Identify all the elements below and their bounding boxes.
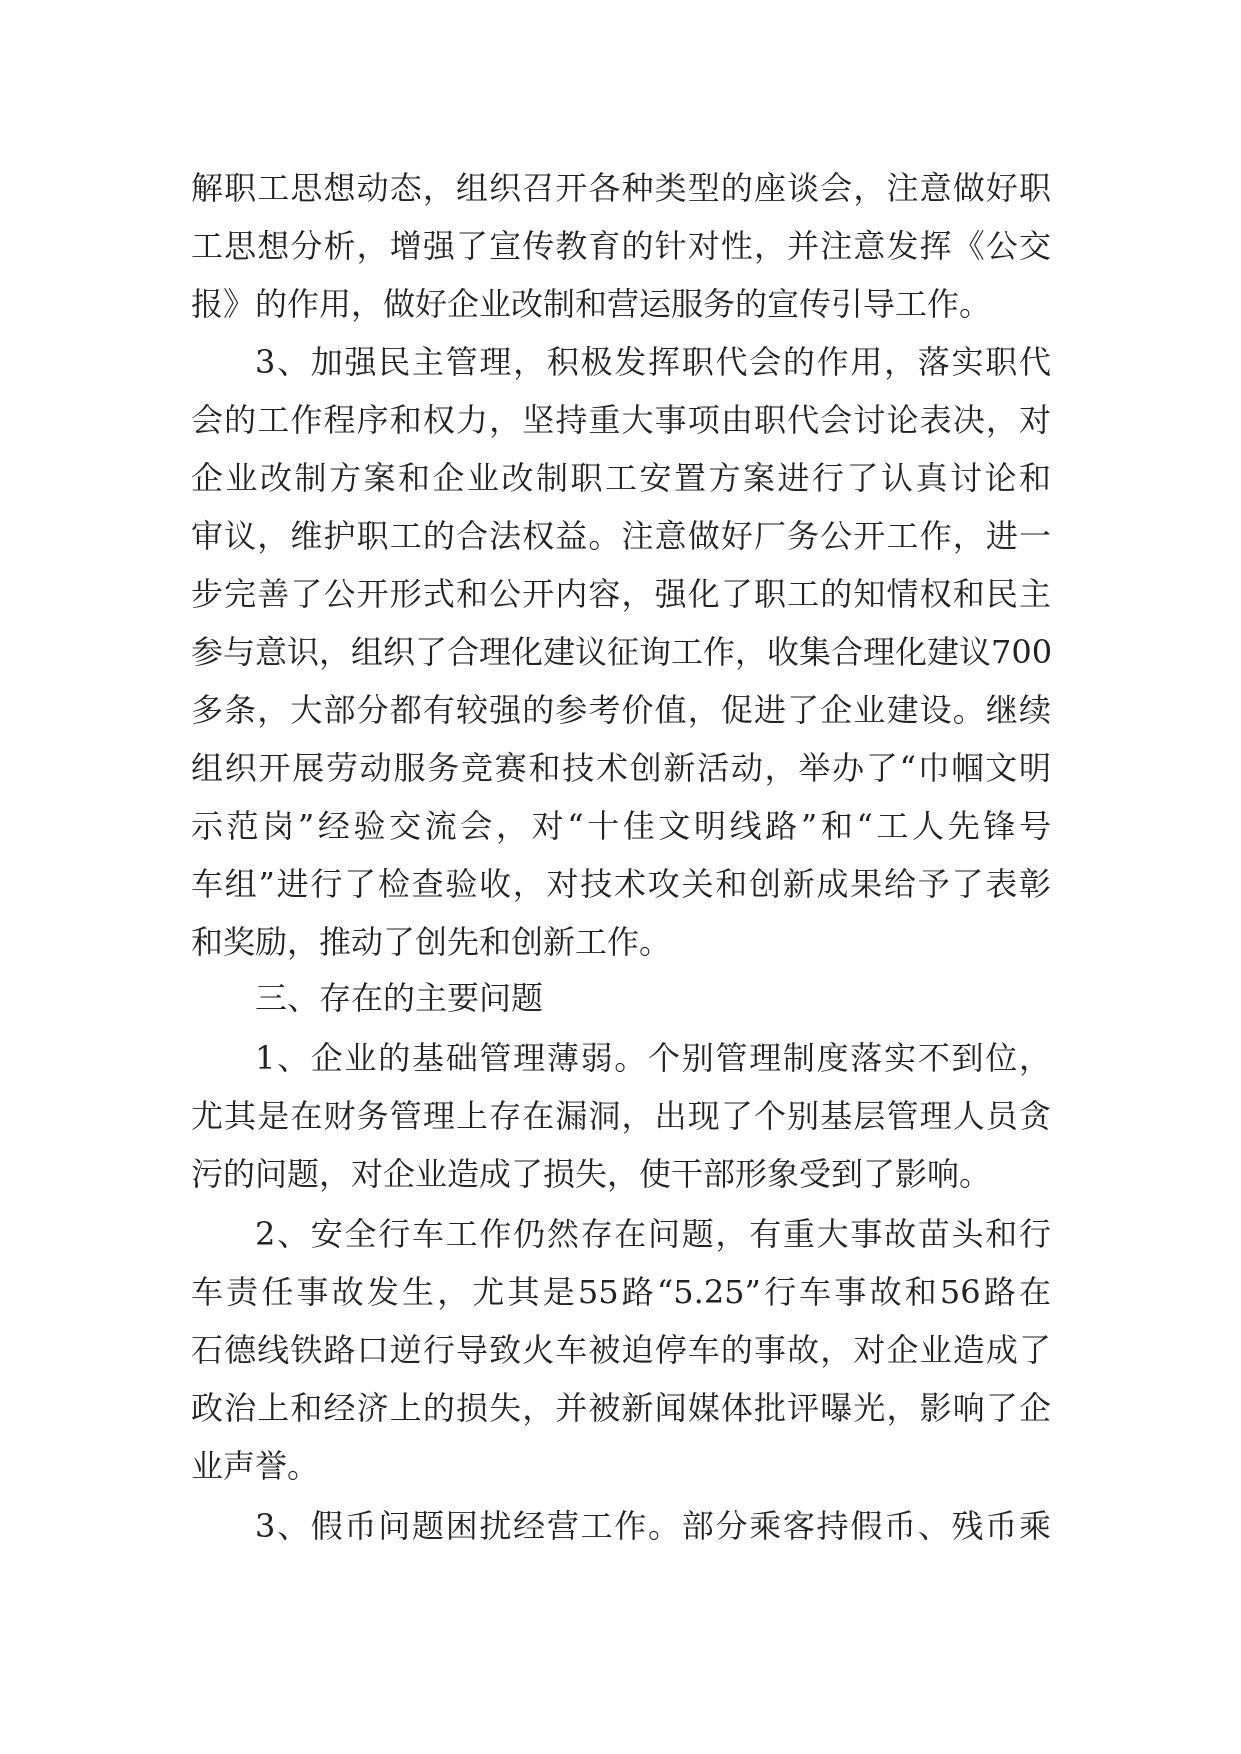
text-line: 企业改制方案和企业改制职工安置方案进行了认真讨论和 — [191, 459, 1051, 497]
text-line: 审议，维护职工的合法权益。注意做好厂务公开工作，进一 — [191, 517, 1051, 555]
text-line: 报》的作用，做好企业改制和营运服务的宣传引导工作。 — [191, 285, 992, 323]
paragraph-start-line: 2、安全行车工作仍然存在问题，有重大事故苗头和行 — [255, 1215, 1051, 1253]
paragraph-start-line: 1、企业的基础管理薄弱。个别管理制度落实不到位， — [255, 1039, 1051, 1077]
paragraph-start-line: 3、假币问题困扰经营工作。部分乘客持假币、残币乘 — [255, 1507, 1051, 1545]
text-line: 参与意识，组织了合理化建议征询工作，收集合理化建议700 — [191, 633, 1053, 671]
text-line: 组织开展劳动服务竞赛和技术创新活动，举办了“巾帼文明 — [191, 749, 1051, 787]
text-line: 步完善了公开形式和公开内容，强化了职工的知情权和民主 — [191, 575, 1051, 613]
text-line: 车组”进行了检查验收，对技术攻关和创新成果给予了表彰 — [191, 865, 1051, 903]
section-heading: 三、存在的主要问题 — [255, 979, 544, 1017]
text-line: 会的工作程序和权力，坚持重大事项由职代会讨论表决，对 — [191, 401, 1051, 439]
text-line: 示范岗”经验交流会，对“十佳文明线路”和“工人先锋号 — [191, 807, 1051, 845]
text-line: 业声誉。 — [191, 1447, 320, 1485]
text-line: 车责任事故发生，尤其是55路“5.25”行车事故和56路在 — [191, 1273, 1051, 1311]
text-line: 多条，大部分都有较强的参考价值，促进了企业建设。继续 — [191, 691, 1051, 729]
text-line: 污的问题，对企业造成了损失，使干部形象受到了影响。 — [191, 1155, 992, 1193]
text-line: 工思想分析，增强了宣传教育的针对性，并注意发挥《公交 — [191, 227, 1051, 265]
text-line: 解职工思想动态，组织召开各种类型的座谈会，注意做好职 — [191, 169, 1051, 207]
text-line: 和奖励，推动了创先和创新工作。 — [191, 923, 672, 961]
paragraph-start-line: 3、加强民主管理，积极发挥职代会的作用，落实职代 — [255, 343, 1051, 381]
text-line: 尤其是在财务管理上存在漏洞，出现了个别基层管理人员贪 — [191, 1097, 1051, 1135]
text-line: 政治上和经济上的损失，并被新闻媒体批评曝光，影响了企 — [191, 1389, 1051, 1427]
text-line: 石德线铁路口逆行导致火车被迫停车的事故，对企业造成了 — [191, 1331, 1051, 1369]
